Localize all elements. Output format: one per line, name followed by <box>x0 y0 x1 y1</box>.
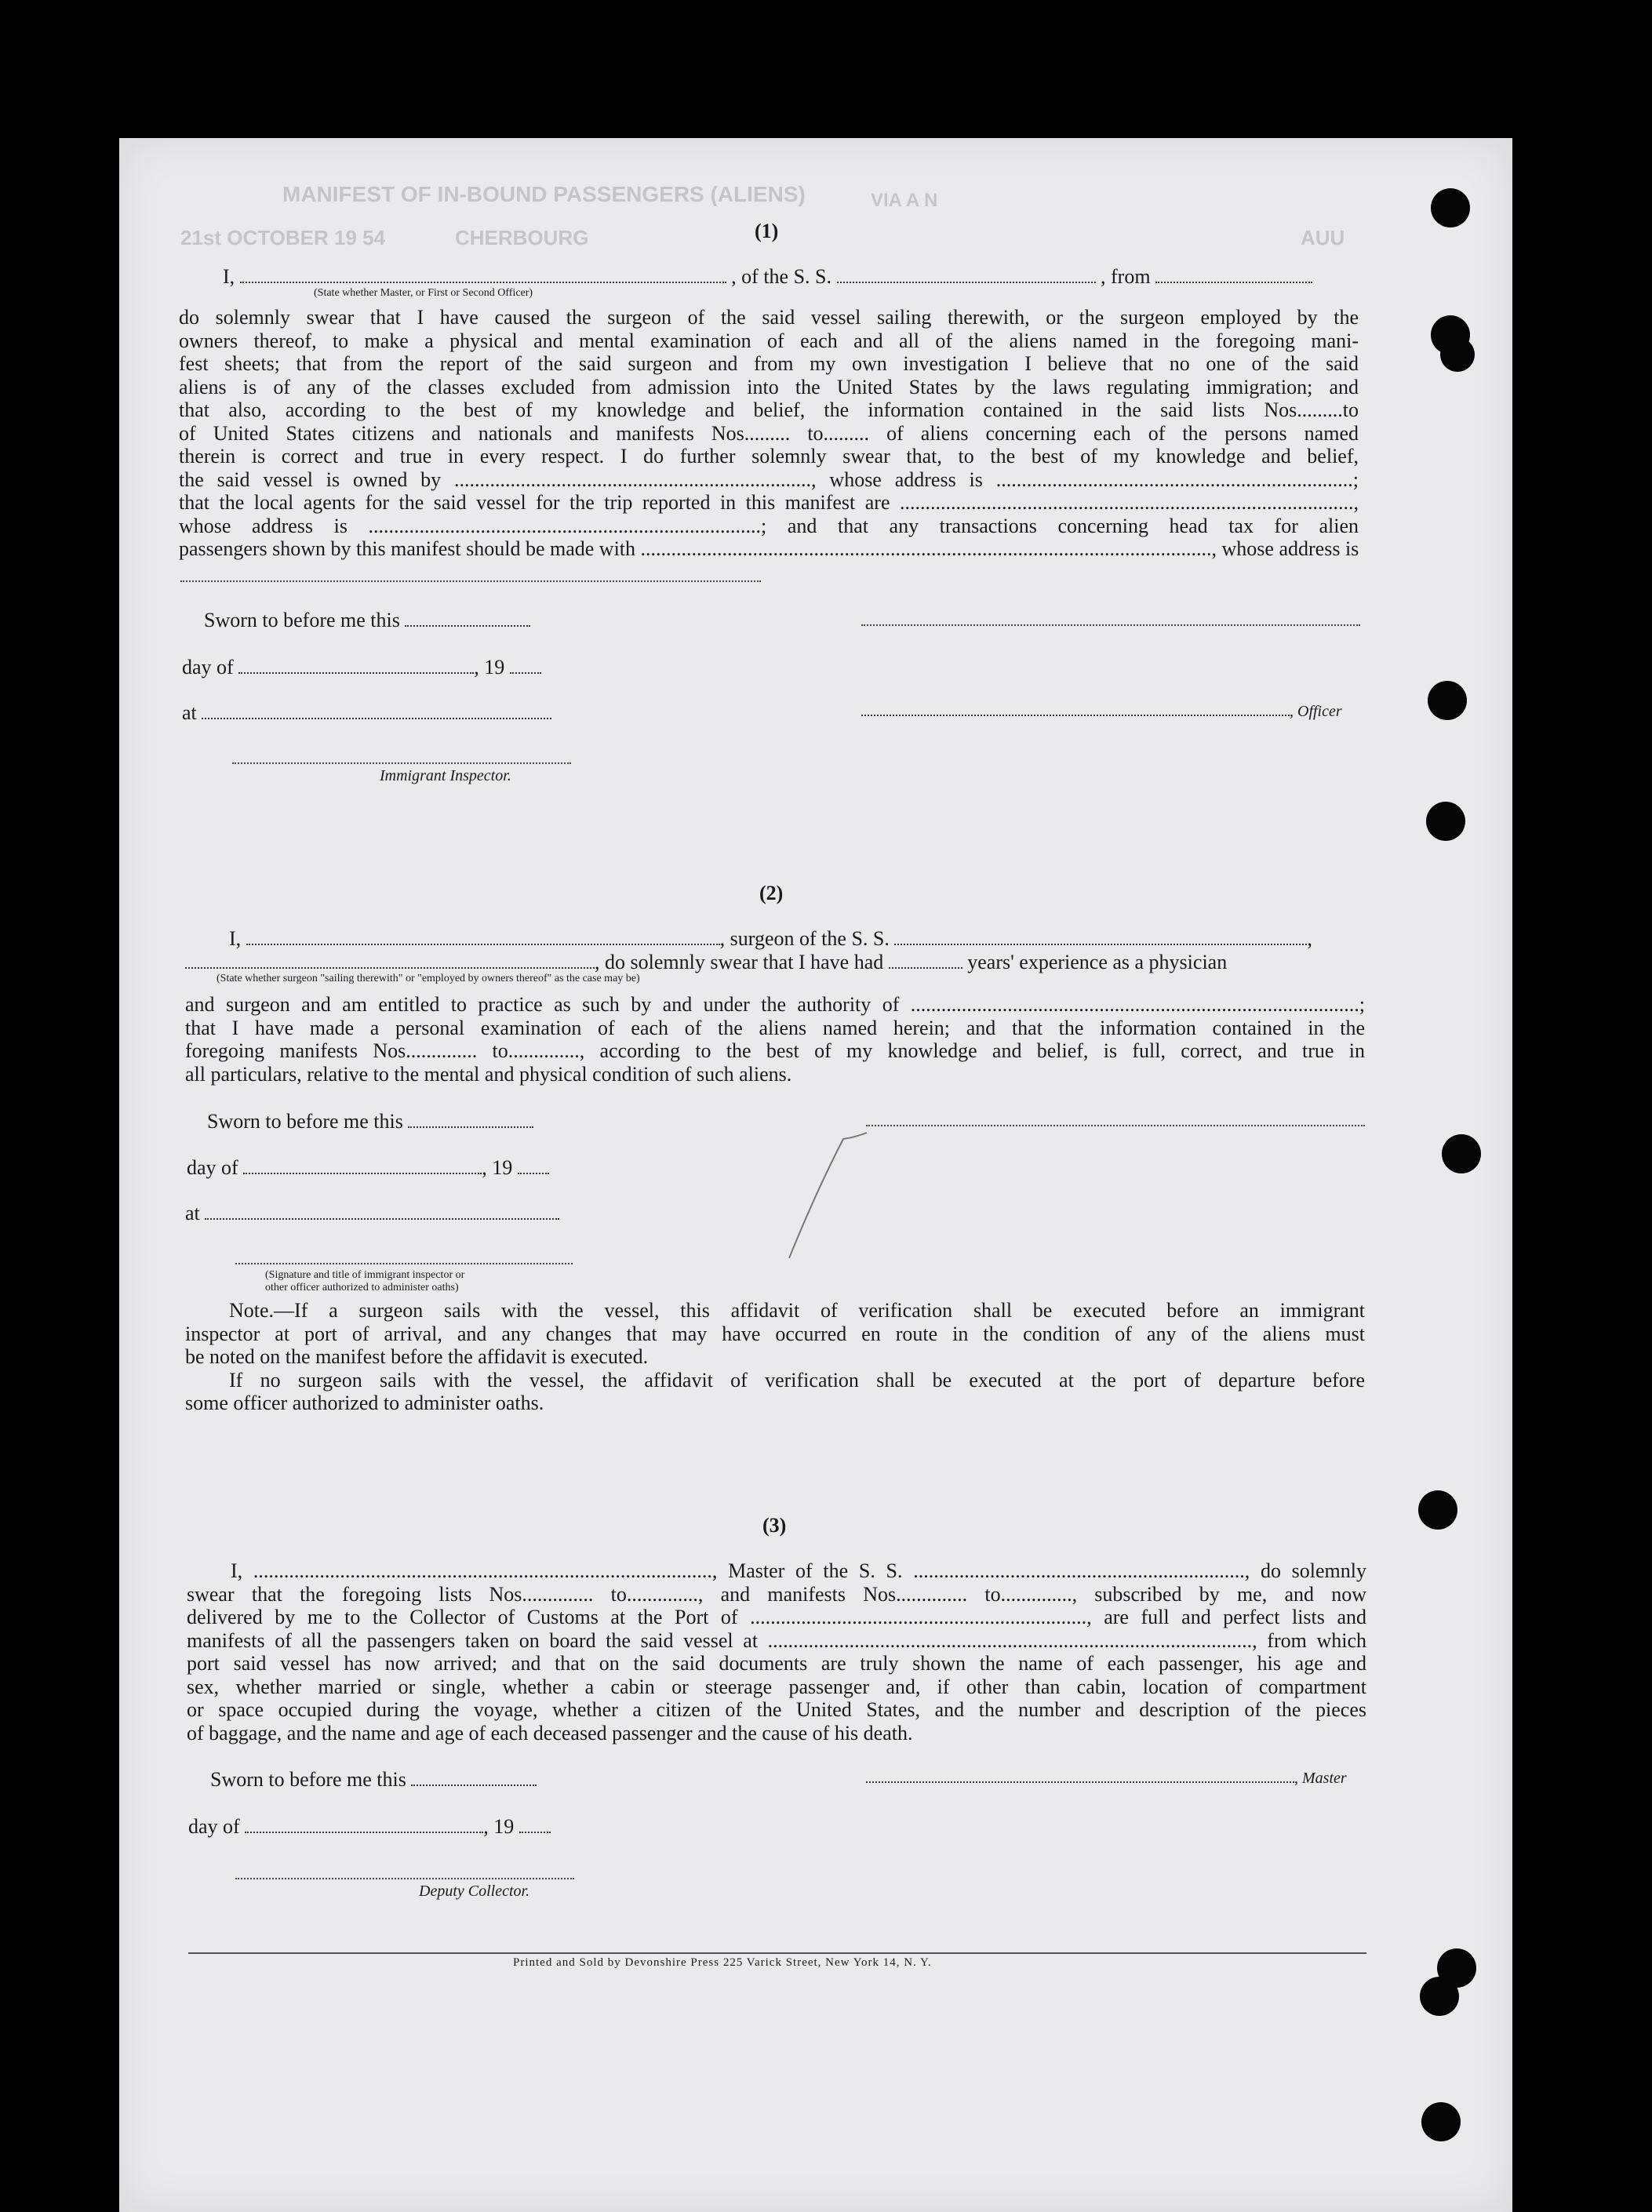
bleed-header-left: VIA A N <box>871 190 938 211</box>
day-of-label: day of <box>182 656 234 679</box>
year-label: , 19 <box>483 1815 515 1838</box>
section-1-at <box>182 701 551 725</box>
paragraph-line: that I have made a personal examination of each of the aliens named herein; and that the information contained in the <box>185 1016 1365 1039</box>
section-1-paragraph <box>179 306 1359 561</box>
paragraph-line: whose address is .............................................................................; and that any transactions concerning head tax for alien <box>179 514 1359 537</box>
footer-rule <box>188 1952 1366 1954</box>
signature-line <box>235 1878 574 1879</box>
fill-line <box>519 1831 551 1833</box>
paragraph-line: swear that the foregoing lists Nos.............. to.............., and manifests Nos.............. to.............., subscribed by me, and now <box>187 1582 1366 1606</box>
paragraph-line: and surgeon and am entitled to practice as such by and under the authority of ........................................................................................; <box>185 993 1365 1016</box>
section-1-oath-line <box>223 265 1312 289</box>
paragraph-line: all particulars, relative to the mental and physical condition of such aliens. <box>185 1062 792 1086</box>
section-1-inspector-label: Immigrant Inspector. <box>380 767 511 784</box>
paragraph-line: port said vessel has now arrived; and that on the said documents are truly shown the name of each passenger, his age and <box>187 1652 1366 1675</box>
punch-hole <box>1426 802 1465 841</box>
section-3-deputy-label: Deputy Collector. <box>419 1883 530 1900</box>
bleed-header-date: 21st OCTOBER 19 54 <box>180 226 386 249</box>
paragraph-line: I, .........................................................................................., Master of the S. S. ................................................................., do solemnly <box>231 1559 1366 1582</box>
fill-line <box>185 966 595 969</box>
section-2-sig-note-2: other officer authorized to administer oaths) <box>265 1282 459 1293</box>
section-3-sworn <box>210 1768 537 1792</box>
signature-line <box>232 762 571 764</box>
bleed-header-port: CHERBOURG <box>455 226 589 249</box>
at-label: at <box>182 701 197 724</box>
section-3-number: (3) <box>762 1514 787 1537</box>
signature-line <box>235 1263 573 1264</box>
paragraph-line: aliens is of any of the classes excluded from admission into the United States by the laws regulating immigration; and <box>179 375 1359 398</box>
section-2-swear: , do solemnly swear that I have had <box>595 951 884 973</box>
fill-line <box>245 1831 483 1833</box>
paragraph-line: sex, whether married or single, whether a cabin or steerage passenger and, if other than cabin, location of compartment <box>187 1675 1366 1698</box>
section-1-number: (1) <box>755 220 779 242</box>
section-2-sworn <box>207 1110 533 1133</box>
signature-line <box>866 1125 1365 1126</box>
master-label: , Master <box>1294 1770 1347 1787</box>
day-of-label: day of <box>187 1156 238 1179</box>
paragraph-line: of baggage, and the name and age of each deceased passenger and the cause of his death. <box>187 1721 913 1744</box>
sworn-label: Sworn to before me this <box>204 609 400 631</box>
paragraph-line: delivered by me to the Collector of Customs at the Port of .................................................................., are full and perfect lists and <box>187 1606 1366 1628</box>
paragraph-line: of United States citizens and nationals and manifests Nos......... to......... of aliens concerning each of the persons named <box>179 421 1359 445</box>
sworn-label: Sworn to before me this <box>210 1768 406 1791</box>
section-1-sworn <box>204 609 530 632</box>
section-2-paragraph <box>185 993 1365 1086</box>
year-label: , 19 <box>482 1156 513 1179</box>
punch-hole <box>1440 337 1475 372</box>
paragraph-line: the said vessel is owned by ......................................................................, whose address is ......................................................................; <box>179 468 1359 491</box>
paragraph-line: therein is correct and true in every respect. I do further solemnly swear that, to the best of my knowledge and belief, <box>179 445 1359 468</box>
paragraph-line: that also, according to the best of my knowledge and belief, the information contained in the said lists Nos.........to <box>179 398 1359 421</box>
fill-line <box>202 717 551 719</box>
fill-line <box>405 624 530 627</box>
paragraph-line: passengers shown by this manifest should be made with ................................................................................................................, whose address is <box>179 537 1359 560</box>
section-2-sig-note-1: (Signature and title of immigrant inspector or <box>265 1269 465 1281</box>
fill-line <box>1155 281 1312 283</box>
day-of-label: day of <box>188 1815 240 1838</box>
fill-line <box>861 714 1290 716</box>
note-line: be noted on the manifest before the affidavit is executed. <box>185 1345 649 1368</box>
section-2-note <box>185 1299 1365 1415</box>
punch-hole <box>1442 1134 1481 1173</box>
section-1-from: , from <box>1101 265 1151 288</box>
paragraph-line: owners thereof, to make a physical and mental examination of each and all of the aliens named in the foregoing mani- <box>179 329 1359 352</box>
fill-line <box>866 1781 1294 1783</box>
section-3-master <box>866 1765 1347 1791</box>
section-1-of-ss: , of the S. S. <box>731 265 832 288</box>
bleed-header-center: MANIFEST OF IN-BOUND PASSENGERS (ALIENS) <box>282 182 806 206</box>
section-2-i: I, <box>229 927 242 950</box>
section-2-day-of <box>187 1156 549 1180</box>
at-label: at <box>185 1202 200 1224</box>
section-2-at <box>185 1202 559 1225</box>
section-1-i: I, <box>223 265 235 288</box>
fill-line <box>518 1172 549 1174</box>
signature-line <box>861 624 1360 626</box>
note-line: some officer authorized to administer oaths. <box>185 1392 544 1414</box>
section-2-line1: I, , surgeon of the S. S. , <box>229 927 1312 950</box>
punch-hole <box>1431 188 1470 227</box>
sworn-label: Sworn to before me this <box>207 1110 403 1133</box>
punch-hole <box>1420 1977 1459 2016</box>
paragraph-line: do solemnly swear that I have caused the surgeon of the said vessel sailing therewith, or the surgeon employed by the <box>179 306 1359 329</box>
punch-hole <box>1418 1490 1457 1530</box>
officer-label: , Officer <box>1290 703 1342 720</box>
punch-hole <box>1428 681 1467 720</box>
section-3-paragraph <box>187 1559 1366 1744</box>
section-3-day-of <box>188 1815 551 1839</box>
fill-line <box>238 671 474 674</box>
fill-line <box>243 1172 482 1174</box>
section-1-officer <box>861 698 1342 724</box>
section-2-years: years' experience as a physician <box>967 951 1228 973</box>
note-line: Note.—If a surgeon sails with the vessel, this affidavit of verification shall be executed before an immigrant <box>229 1299 1365 1322</box>
fill-line <box>246 943 720 945</box>
section-1-day-of <box>182 656 541 679</box>
punch-hole <box>1421 2102 1461 2141</box>
section-2-number: (2) <box>759 882 784 904</box>
paragraph-line: that the local agents for the said vessel for the trip reported in this manifest are ........................................................................................., <box>179 491 1359 514</box>
fill-line <box>408 1126 533 1128</box>
fill-line <box>411 1784 537 1786</box>
paragraph-line: fest sheets; that from the report of the said surgeon and from my own investigation I believe that no one of the said <box>179 352 1359 375</box>
note-line: If no surgeon sails with the vessel, the affidavit of verification shall be executed at the port of departure before <box>229 1368 1365 1392</box>
fill-line <box>510 671 541 674</box>
pencil-stroke-mark <box>784 1130 871 1263</box>
fill-line <box>180 580 761 582</box>
section-2-surgeon-of: , surgeon of the S. S. <box>719 927 890 950</box>
paragraph-line: foregoing manifests Nos.............. to.............., according to the best of my knowledge and belief, is full, correct, and true in <box>185 1039 1365 1062</box>
section-2-line2 <box>185 951 1227 974</box>
paragraph-line: manifests of all the passengers taken on board the said vessel at ..............................................................................................., from which <box>187 1628 1366 1652</box>
year-label: , 19 <box>474 656 505 679</box>
paragraph-line: or space occupied during the voyage, whether a citizen of the United States, and the number and description of the pieces <box>187 1698 1366 1721</box>
fill-line <box>240 281 726 283</box>
fill-line <box>205 1217 559 1220</box>
note-line: inspector at port of arrival, and any changes that may have occurred en route in the condition of any of the aliens must <box>185 1322 1365 1345</box>
fill-line <box>894 943 1307 945</box>
fill-line <box>837 281 1096 283</box>
fill-line <box>889 966 962 969</box>
footer-printer-line: Printed and Sold by Devonshire Press 225 Varick Street, New York 14, N. Y. <box>513 1956 932 1969</box>
section-1-master-note: (State whether Master, or First or Second Officer) <box>314 287 533 299</box>
section-2-surgeon-note: (State whether surgeon "sailing therewith" or "employed by owners thereof" as the case may be) <box>217 973 640 984</box>
bleed-header-line2: AUU <box>1301 226 1345 249</box>
